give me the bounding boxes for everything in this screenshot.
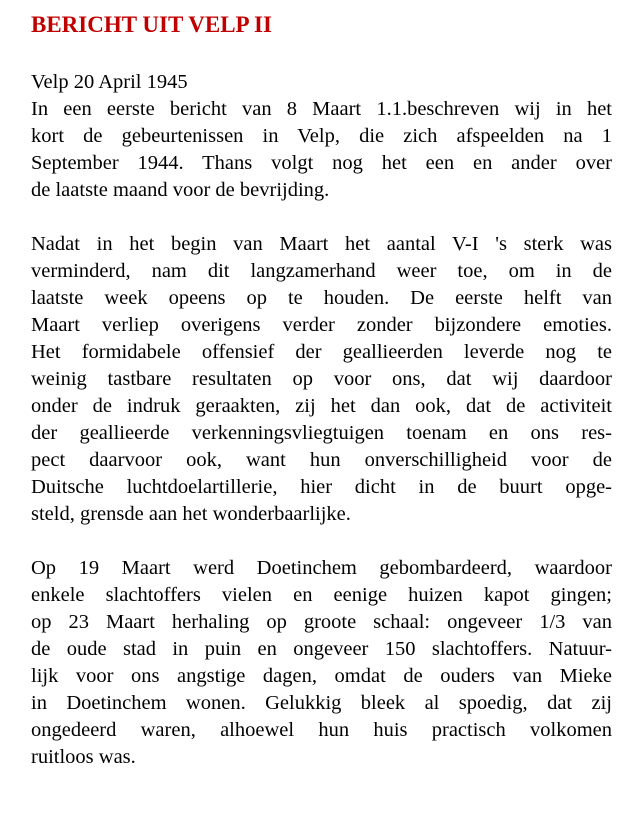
text-line: Op 19 Maart werd Doetinchem gebombardeerd, waardoor <box>31 557 612 579</box>
text-line: Het formidabele offensief der geallieerden leverde nog te <box>31 341 612 363</box>
text-line: pect daarvoor ook, want hun onverschilligheid voor de <box>31 449 612 471</box>
text-line: de oude stad in puin en ongeveer 150 slachtoffers. Natuur- <box>31 638 612 660</box>
text-line: de laatste maand voor de bevrijding. <box>31 179 330 201</box>
article-title: BERICHT UIT VELP II <box>31 12 272 37</box>
text-line: op 23 Maart herhaling op groote schaal: ongeveer 1/3 van <box>31 611 612 633</box>
text-line: enkele slachtoffers vielen en eenige huizen kapot gingen; <box>31 584 612 606</box>
text-line: verminderd, nam dit langzamerhand weer toe, om in de <box>31 260 612 282</box>
text-line: Duitsche luchtdoelartillerie, hier dicht in de buurt opge- <box>31 476 612 498</box>
text-line: weinig tastbare resultaten op voor ons, dat wij daardoor <box>31 368 612 390</box>
paragraph <box>31 231 613 528</box>
text-line: laatste week opeens op te houden. De eerste helft van <box>31 287 612 309</box>
text-line: kort de gebeurtenissen in Velp, die zich afspeelden na 1 <box>31 125 612 147</box>
text-line: onder de indruk geraakten, zij het dan ook, dat de activiteit <box>31 395 612 417</box>
text-line: der geallieerde verkenningsvliegtuigen toenam en ons res- <box>31 422 612 444</box>
dateline: Velp 20 April 1945 <box>31 71 188 93</box>
text-line: Maart verliep overigens verder zonder bijzondere emoties. <box>31 314 612 336</box>
text-line: Nadat in het begin van Maart het aantal V-I 's sterk was <box>31 233 612 255</box>
text-line: in Doetinchem wonen. Gelukkig bleek al spoedig, dat zij <box>31 692 612 714</box>
text-line: September 1944. Thans volgt nog het een en ander over <box>31 152 612 174</box>
text-line: steld, grensde aan het wonderbaarlijke. <box>31 503 351 525</box>
text-line: ongedeerd waren, alhoewel hun huis practisch volkomen <box>31 719 612 741</box>
text-line: lijk voor ons angstige dagen, omdat de ouders van Mieke <box>31 665 612 687</box>
text-line: In een eerste bericht van 8 Maart 1.1.beschreven wij in het <box>31 98 612 120</box>
paragraph <box>31 96 613 204</box>
text-line: ruitloos was. <box>31 746 136 768</box>
paragraph <box>31 555 613 771</box>
